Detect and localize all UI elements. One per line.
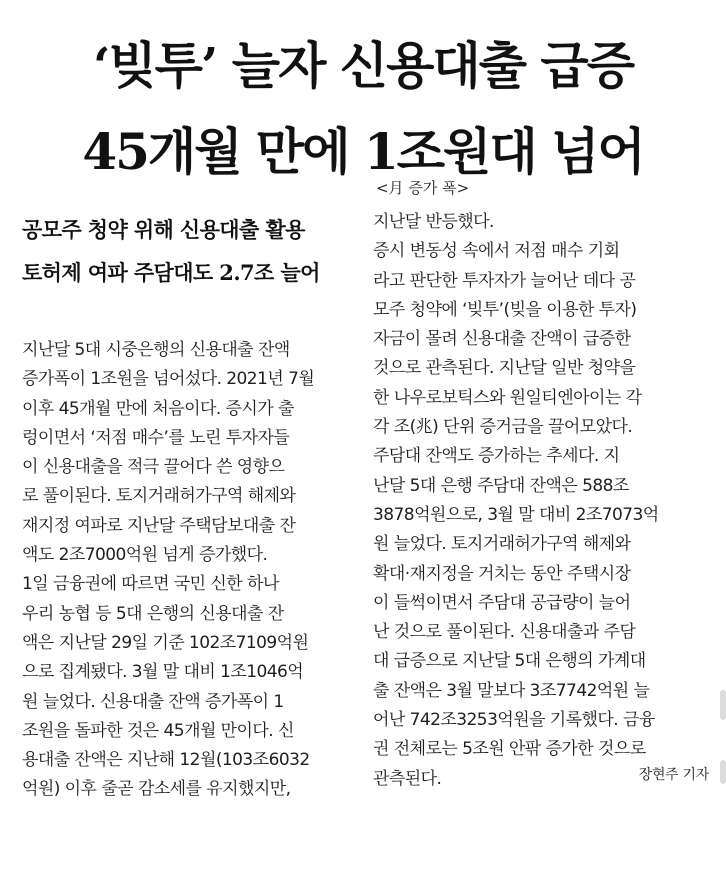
subhead-line-1: 공모주 청약 위해 신용대출 활용: [22, 217, 305, 242]
article-line: 액은 지난달 29일 기준 102조7109억원: [22, 632, 309, 653]
article-line: 난 것으로 풀이된다. 신용대출과 주담: [373, 622, 636, 643]
headline-line-1: ‘빚투’ 늘자 신용대출 급증: [92, 36, 634, 95]
article-line: 지난달 반등했다.: [373, 212, 494, 232]
article-line: 우리 농협 등 5대 은행의 신용대출 잔: [22, 603, 284, 624]
article-line: 권 전체로는 5조원 안팎 증가한 것으로: [373, 739, 646, 760]
byline: 장현주 기자: [638, 766, 709, 783]
article-line: 으로 집계됐다. 3월 말 대비 1조1046억: [22, 662, 304, 683]
article-line: 자금이 몰려 신용대출 잔액이 급증한: [373, 329, 631, 350]
article-line: 액도 2조7000억원 넘게 증가했다.: [22, 545, 268, 566]
article-line: 로 풀이된다. 토지거래허가구역 해제와: [22, 486, 296, 507]
article-line: 이후 45개월 만에 처음이다. 증시가 출: [22, 398, 294, 419]
article-line: 확대·재지정을 거치는 동안 주택시장: [373, 563, 631, 584]
article-line: 재지정 여파로 지난달 주택담보대출 잔: [22, 515, 296, 536]
article-right-column: [373, 208, 709, 794]
chart-label: <月 증가 폭>: [376, 179, 470, 197]
article-line: 원 늘었다. 신용대출 잔액 증가폭이 1: [22, 691, 284, 712]
page-edge-mark: [720, 760, 726, 784]
article-line: 난달 5대 은행 주담대 잔액은 588조: [373, 475, 629, 496]
article-line: 것으로 관측된다. 지난달 일반 청약을: [373, 358, 636, 379]
article-line: 증가폭이 1조원을 넘어섰다. 2021년 7월: [22, 369, 315, 390]
article-line: 용대출 잔액은 지난해 12월(103조6032: [22, 750, 310, 771]
article-line: 지난달 5대 시중은행의 신용대출 잔액: [22, 340, 290, 360]
article-line: 조원을 돌파한 것은 45개월 만이다. 신: [22, 720, 294, 741]
article-line: 각 조(兆) 단위 증거금을 끌어모았다.: [373, 417, 633, 438]
page-edge-mark: [720, 690, 726, 720]
article-line: 증시 변동성 속에서 저점 매수 기회: [373, 241, 620, 262]
article-line: 렁이면서 ‘저점 매수’를 노린 투자자들: [22, 427, 290, 448]
article-left-column: [22, 336, 362, 805]
headline-line-2: 45개월 만에 1조원대 넘어: [82, 122, 644, 181]
article-line: 관측된다.: [373, 768, 442, 789]
article-line: 3878억원으로, 3월 말 대비 2조7073억: [373, 504, 659, 525]
article-line: 원 늘었다. 토지거래허가구역 해제와: [373, 534, 631, 555]
article-line: 한 나우로보틱스와 원일티엔아이는 각: [373, 387, 642, 408]
subhead-line-2: 토허제 여파 주담대도 2.7조 늘어: [22, 260, 320, 285]
article-line: 대 급증으로 지난달 5대 은행의 가계대: [373, 651, 646, 672]
article-line: 모주 청약에 ‘빚투’(빚을 이용한 투자): [373, 299, 637, 320]
article-line: 출 잔액은 3월 말보다 3조7742억원 늘: [373, 680, 650, 701]
article-line: 억원) 이후 줄곧 감소세를 유지했지만,: [22, 779, 291, 800]
article-line: 이 신용대출을 적극 끌어다 쓴 영향으: [22, 457, 285, 478]
article-line: 1일 금융권에 따르면 국민 신한 하나: [22, 574, 279, 595]
article-line: 어난 742조3253억원을 기록했다. 금융: [373, 710, 655, 731]
article-line: 이 들썩이면서 주담대 공급량이 늘어: [373, 592, 631, 613]
article-line: 라고 판단한 투자자가 늘어난 데다 공: [373, 270, 636, 291]
article-line: 주담대 잔액도 증가하는 추세다. 지: [373, 446, 620, 467]
